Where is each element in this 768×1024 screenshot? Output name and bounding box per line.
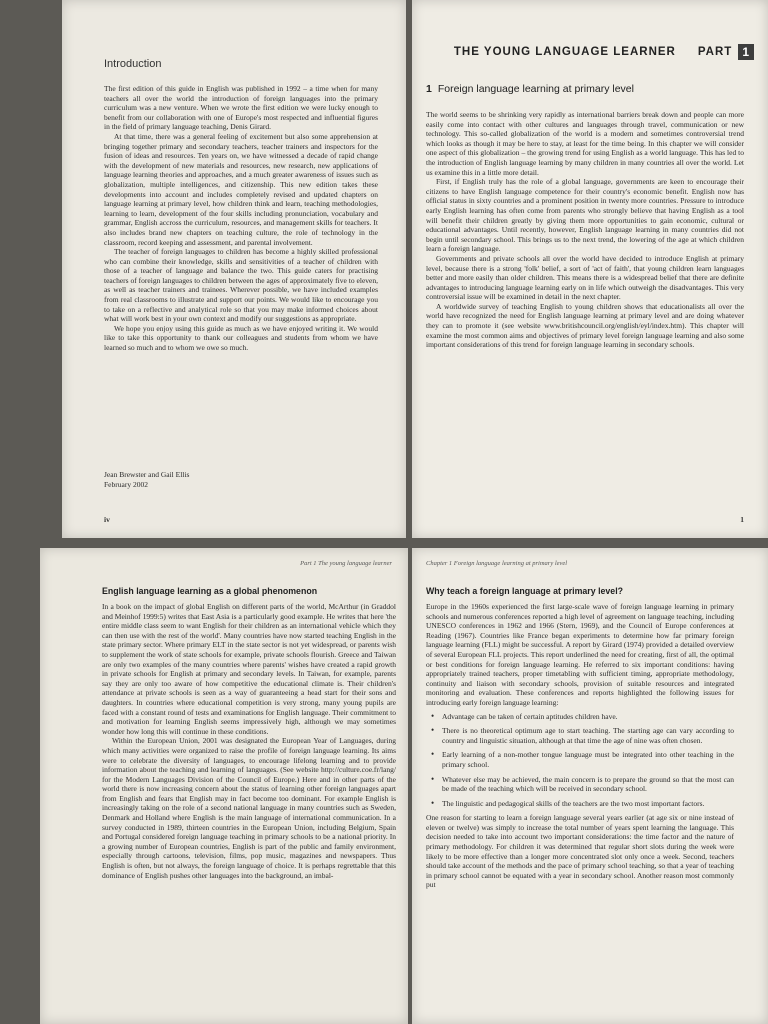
paragraph: First, if English truly has the role of a global language, governments are keen to encourage their citizens to have English language competence for their country's economic benefit. English now has official status in sixty countries and a prominent position in twenty more countries. Pressure to introduce early English learning has often come from parents who strongly believe that having English as a tool will benefit their children greatly by giving them more opportunities to gain economic, cultural or educational advantages. Until recently, however, English language learning in many countries did not begin until secondary school. This brings us to the next trend, the lowering of the age at which children learn a foreign language. <box>426 177 744 254</box>
section-body <box>102 602 396 880</box>
chapter-title: Foreign language learning at primary level <box>437 83 634 95</box>
section-body <box>426 602 734 890</box>
list-item: • Early learning of a non-mother tongue language must be integrated into other teaching in the primary school. <box>442 750 734 769</box>
part-number-badge: 1 <box>738 44 754 60</box>
paragraph: The first edition of this guide in English was published in 1992 – a time when for many teachers all over the world the introduction of foreign languages into the primary curriculum was a new venture. When we wrote the first edition we were lucky enough to benefit from our collaboration with one of Europe's most respected and influential figures in the field of primary language teaching, Denis Girard. <box>104 84 378 132</box>
page-global-phenomenon <box>40 548 408 1024</box>
running-title: THE YOUNG LANGUAGE LEARNER <box>453 46 676 58</box>
list-item: • There is no theoretical optimum age to start teaching. The starting age can vary according to country and linguistic situation, although at that time the age of nine was often chosen. <box>442 726 734 745</box>
page-why-teach <box>412 548 768 1024</box>
page-number: 1 <box>740 515 744 524</box>
paragraph: In a book on the impact of global English on different parts of the world, McArthur (in Graddol and Meinhof 1999:5) writes that East Asia is a particularly good example. He writes that here 'the entire middle class seem to want English for their children as an international vehicle which they can then use with the rest of the world'. Many countries have now started teaching English in the state primary sector. Where primary ELT in the state sector is not yet widespread, or parents wish to supplement the work of state schools for example, private schools flourish. Greece and Taiwan are only two examples of the many countries where parents' wishes have created a rapid growth in private schools for English at primary and secondary levels. In Taiwan, for example, parents say they are only too aware of how competitive the educational climate is. Their children's attendance at private schools is seen as a way of guaranteeing a head start for their sons and daughters. In countries where educational competition is very strong, many young pupils are faced with a constant round of tests and examinations for English language. Their commitment to and motivation for learning English seems impressively high, although we may sometimes wonder how long this will continue in these conditions. <box>102 602 396 736</box>
chapter-heading <box>426 83 634 95</box>
running-head: Chapter 1 Foreign language learning at primary level <box>426 560 568 567</box>
list-item: • Advantage can be taken of certain aptitudes children have. <box>442 712 734 722</box>
part-label: PART <box>697 46 733 58</box>
paragraph: Europe in the 1960s experienced the first large-scale wave of foreign language learning in primary schools and numerous conferences reported a high level of agreement on language teaching, including UNESCO conferences in 1962 and 1966 (Stern, 1969), and the Council of Europe conferences at Reading (1967). Countries like France began experiments to determine how far primary foreign language learning (FLL) might be successful. A report by Girard (1974) provided a detailed overview of several European FLL projects. This report underlined the need for creating, first of all, the optimal or best conditions for foreign language learning. He referred to six important conditions: having appropriately trained teachers, proper timetabling with sufficient timing, appropriate methodology, continuity and liaison with secondary schools, provision of suitable resources and integrated monitoring and evaluation. These conferences and reports highlighted the following issues for introducing early foreign language learning: <box>426 602 734 707</box>
section-heading: Why teach a foreign language at primary level? <box>426 586 624 596</box>
paragraph: We hope you enjoy using this guide as much as we have enjoyed writing it. We would like to take this opportunity to thank our colleagues and students from whom we have learned so much and to whom we owe so much. <box>104 323 378 353</box>
paragraph: Governments and private schools all over the world have decided to introduce English at primary level, because there is a strong 'folk' belief, a sort of 'act of faith', that young children learn languages better and more easily than older children. This means there is a widespread belief that there are definite advantages to introducing language learning early on in life which outweigh the disadvantages. This very controversial issue will be examined in detail in the next chapter. <box>426 253 744 302</box>
paragraph: A worldwide survey of teaching English to young children shows that educationalists all over the world have recognized the need for English language learning at primary level and are doing whatever they can to promote it (see website www.britishcouncil.org/english/eyl/index.htm). This chapter will examine the most common aims and objectives of primary level foreign language learning and also some important considerations of this trend for foreign language learning in secondary schools. <box>426 301 744 350</box>
section-heading: English language learning as a global phenomenon <box>102 586 318 596</box>
running-head: Part 1 The young language learner <box>300 560 392 567</box>
introduction-body <box>104 84 378 353</box>
chapter-number: 1 <box>426 83 432 95</box>
chapter-body <box>426 110 744 350</box>
running-head <box>454 44 754 60</box>
paragraph: The teacher of foreign languages to children has become a highly skilled professional who can combine their knowledge, skills and sensitivities of a teacher of children with those of a teacher of language and balance the two. This guide caters for practising teachers of foreign languages to children between the ages of approximately five to eleven, as well as teacher trainers and trainees. Wherever possible, we have included examples from real classrooms to illustrate and support our points. We would like to encourage you to take on a reflective and analytical role so that you may make informed choices about what will work best in your own context and modify our suggestions as appropriate. <box>104 247 378 324</box>
paragraph: One reason for starting to learn a foreign language several years earlier (at age six or nine instead of eleven or twelve) was simply to increase the total number of years spent learning the language. This decision needed to take into account two important considerations: the time factor and the nature of primary methodology. For children it was determined that regular short slots during the week were likely to be more effective than a longer more concentrated slot only once a week. Second, teachers should take account of the methods and the pace of primary school teaching, so that a year of teaching in primary school cannot be equated with a year in secondary school. Another reason most commonly put <box>426 813 734 890</box>
bullet-list <box>426 712 734 809</box>
signoff <box>104 470 189 489</box>
paragraph: Within the European Union, 2001 was designated the European Year of Languages, during which many activities were organized to raise the profile of foreign language learning. Its aims were to celebrate the diversity of languages, to encourage lifelong learning and to provide information about the teaching and learning of languages. (See website http://culture.coe.fr/lang/ for the Modern Languages Division of the Council of Europe.) Here and in other parts of the world there is now increasing concern about the status of learning other foreign languages apart from English and fears that English may in fact become too dominant. For example English is increasingly taking on the role of a second national language in many countries such as Sweden, Denmark and Holland where English is the main language of international communication. In a survey conducted in 1989, thirteen countries in the European Union, including Belgium, Spain and Portugal considered foreign language teaching in primary schools to be a national priority. In a growing number of European countries, English is part of the public and family environment, especially through cartoons, television, films, pop music, magazines and newspapers. Thus English is often, but not always, the foreign language of choice. It is perhaps regrettable that this dominance of English pushes other languages into the background, an imbal- <box>102 736 396 880</box>
page-number: iv <box>104 515 110 524</box>
signoff-authors: Jean Brewster and Gail Ellis <box>104 470 190 479</box>
paragraph: At that time, there was a general feeling of excitement but also some apprehension at bringing together primary and secondary teachers, teacher trainers and inspectors for the fusion of ideas and resources. Ten years on, we have witnessed a decade of rapid change with the development of new materials and resources, new research, new applications of language learning theories and approaches, and a much greater awareness of issues such as globalization, multiple intelligences, and citizenship. This new edition takes these developments into account and includes completely revised and updated chapters on language learning at primary level, how children think and learn, teaching methodologies, learning to learn, development of the four skills including pronunciation, vocabulary and grammar, English accross the curriculum, resources, and management skills for teachers. It also includes brand new chapters on teaching culture, the role of technology in the classroom, record keeping and assessment, and parental involvement. <box>104 131 378 247</box>
list-item: • The linguistic and pedagogical skills of the teachers are the two most important factors. <box>442 799 734 809</box>
page-chapter-opener <box>412 0 768 538</box>
list-item: • Whatever else may be achieved, the main concern is to prepare the ground so that the most can be made of the teaching which will be received in secondary school. <box>442 775 734 794</box>
introduction-heading: Introduction <box>104 58 162 70</box>
page-introduction <box>62 0 406 538</box>
signoff-date: February 2002 <box>104 479 148 489</box>
paragraph: The world seems to be shrinking very rapidly as international barriers break down and people can more easily come into contact with other cultures and languages through travel, communication or new technology. This so-called globalization of the world is a modern and sometimes controversial trend which looks as though it may be here to stay, at least for the time being. In this chapter we will consider one aspect of this globalization – the growing trend for using English as a world language. This has led to the introduction of English language learning by many children in many countries all over the world. Let us examine this in a little more detail. <box>426 110 744 177</box>
